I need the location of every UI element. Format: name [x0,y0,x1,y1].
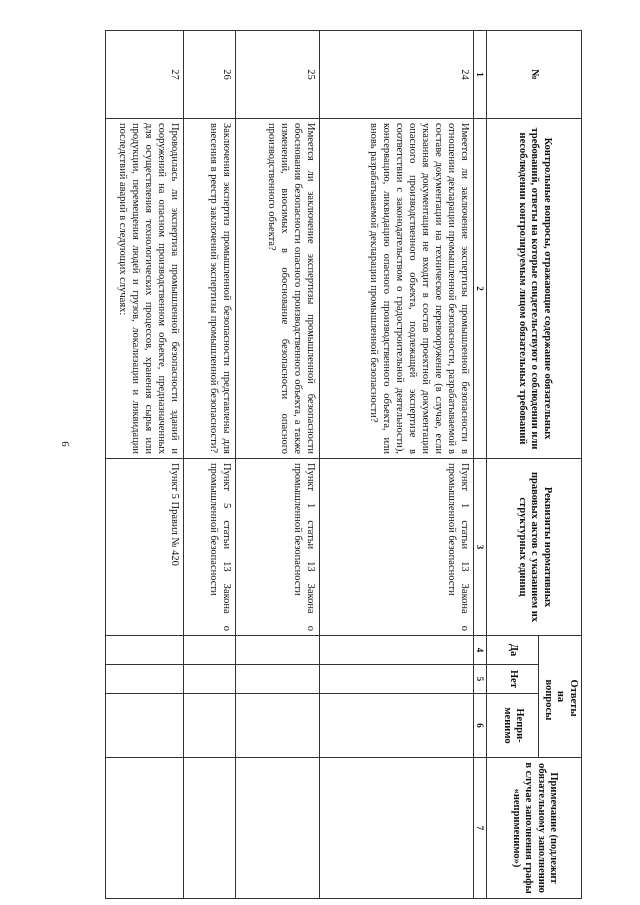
answer-yes-cell[interactable] [184,636,236,665]
row-number: 25 [236,31,320,119]
answer-na-cell[interactable] [236,694,320,758]
reference-cell: Пункт 5 Правил № 420 [106,459,184,636]
header-answers-label: Ответы на вопросы [543,679,579,721]
answer-na-cell[interactable] [320,694,474,758]
note-cell[interactable] [106,758,184,899]
reference-cell: Пункт 1 статьи 13 Закона о промышленной безопасности [236,459,320,636]
answer-yes-cell[interactable] [320,636,474,665]
note-cell[interactable] [184,758,236,899]
column-number: 7 [474,758,487,899]
note-cell[interactable] [320,758,474,899]
header-note: Примечание (подлежит обязательному заполнению в случае заполнения графы «неприменимо») [487,758,582,899]
header-row-main [539,31,582,899]
table-row [184,31,236,899]
question-cell: Заключения экспертиз промышленной безопасности представлены для внесения в реестр заключений экспертизы промышленной безопасности? [184,119,236,459]
question-cell: Имеется ли заключение экспертизы промышленной безопасности в отношении декларации промышленной безопасности, разрабатываемой в составе документации на техническое перевооружение (в случае, если указанная документация не входит в состав проектной документации опасного производственного объекта, подлежащей экспертизе в соответствии с законодательством о градостроительной деятельности), консервацию, ликвидацию опасного производственного объекта, или вновь разрабатываемой декларации промышленной безопасности? [320,119,474,459]
header-reference: Реквизиты нормативных правовых актов с указанием их структурных единиц [487,459,582,636]
answer-yes-cell[interactable] [106,636,184,665]
note-cell[interactable] [236,758,320,899]
answer-no-cell[interactable] [236,665,320,694]
question-cell: Проводилась ли экспертиза промышленной безопасности зданий и сооружений на опасном производственном объекте, предназначенных для осуществления технологических процессов, хранения сырья или продукции, перемещения людей и грузов, локализации и ликвидации последствий аварий в следующих случаях: [106,119,184,459]
answer-no-cell[interactable] [106,665,184,694]
table-row [320,31,474,899]
row-number: 27 [106,31,184,119]
row-number: 24 [320,31,474,119]
header-number: № [487,31,582,119]
answer-na-cell[interactable] [106,694,184,758]
page-number: 9 [60,441,72,447]
column-number-row [474,31,487,899]
row-number: 26 [184,31,236,119]
checklist-table [106,30,583,899]
answer-yes-cell[interactable] [236,636,320,665]
answer-no-cell[interactable] [320,665,474,694]
rotated-table-stage [88,30,582,898]
column-number: 1 [474,31,487,119]
column-number: 2 [474,119,487,459]
reference-cell: Пункт 1 статьи 13 Закона о промышленной безопасности [320,459,474,636]
answer-na-cell[interactable] [184,694,236,758]
table-row [106,31,184,899]
column-number: 4 [474,636,487,665]
column-number: 6 [474,694,487,758]
header-no: Нет [487,665,539,694]
table-row [236,31,320,899]
answer-no-cell[interactable] [184,665,236,694]
column-number: 3 [474,459,487,636]
column-number: 5 [474,665,487,694]
reference-cell: Пункт 5 статьи 13 Закона о промышленной безопасности [184,459,236,636]
header-yes: Да [487,636,539,665]
header-answers [539,636,582,758]
question-cell: Имеется ли заключение экспертизы промышленной безопасности обоснования безопасности опасного производственного объекта, а также изменений, вносимых в обоснование безопасности опасного производственного объекта? [236,119,320,459]
header-na: Непри-менимо [487,694,539,758]
header-question: Контрольные вопросы, отражающие содержание обязательных требований, ответы на которые свидетельствуют о соблюдении или несоблюдении контролируемым лицом обязательных требований [487,119,582,459]
